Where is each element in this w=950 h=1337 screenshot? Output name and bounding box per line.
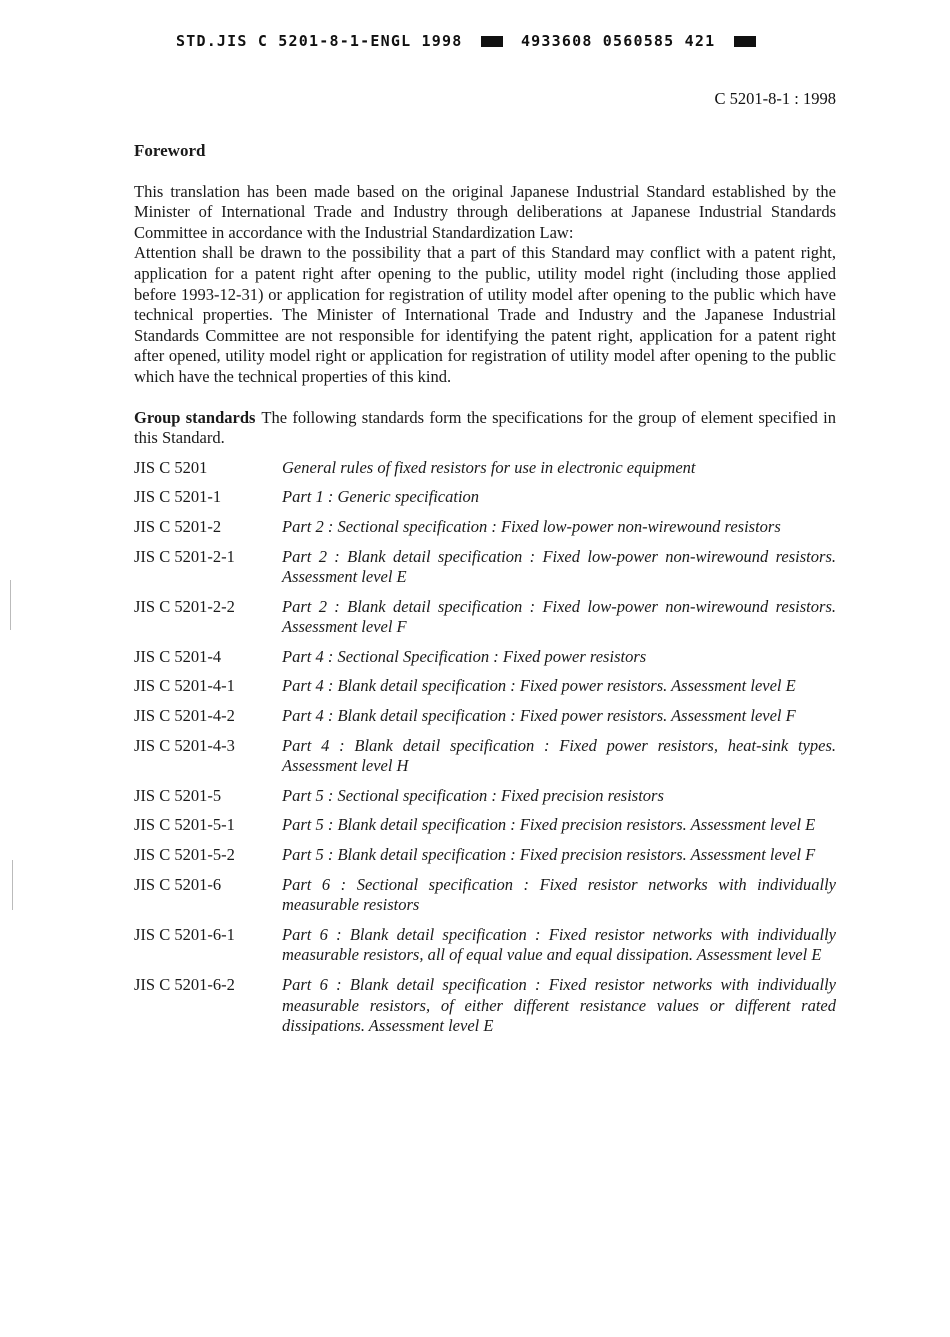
document-number: C 5201-8-1 : 1998 bbox=[714, 89, 836, 108]
standard-title: Part 2 : Sectional specification : Fixed low-power non-wirewound resistors bbox=[282, 516, 781, 536]
standard-row bbox=[134, 676, 836, 697]
standard-title: Part 4 : Blank detail specification : Fixed power resistors, heat-sink types. Assessment level H bbox=[282, 735, 836, 776]
standard-title: Part 6 : Blank detail specification : Fixed resistor networks with individually measurable resistors, all of equal value and equal dissipation. Assessment level E bbox=[282, 924, 836, 965]
standard-title: Part 2 : Blank detail specification : Fixed low-power non-wirewound resistors. Assessment level F bbox=[282, 596, 836, 637]
scan-header-line bbox=[176, 32, 764, 50]
standard-row bbox=[134, 845, 836, 866]
standard-row bbox=[134, 487, 836, 508]
standard-row bbox=[134, 925, 836, 966]
standard-code: JIS C 5201-6 bbox=[134, 874, 222, 894]
scan-bar-mark bbox=[481, 36, 503, 47]
standard-row bbox=[134, 517, 836, 538]
group-standards-text: The following standards form the specifications for the group of element specified in this Standard. bbox=[134, 407, 836, 448]
standard-code: JIS C 5201-5 bbox=[134, 785, 222, 805]
standard-code: JIS C 5201-4-2 bbox=[134, 706, 235, 726]
standards-list bbox=[134, 458, 836, 1037]
standard-code: JIS C 5201-4-1 bbox=[134, 676, 235, 696]
scan-header-right: 4933608 0560585 421 bbox=[520, 32, 716, 50]
scan-artifact bbox=[10, 580, 11, 630]
scan-bar-mark-end bbox=[734, 36, 756, 47]
standard-code: JIS C 5201-4 bbox=[134, 646, 222, 666]
standard-code: JIS C 5201-1 bbox=[134, 487, 222, 507]
foreword-paragraph-1: This translation has been made based on the original Japanese Industrial Standard established by the Minister of International Trade and Industry through deliberations at Japanese Industrial Standards Committee in accordance with the Industrial Standardization Law: bbox=[134, 181, 836, 242]
standard-title: Part 1 : Generic specification bbox=[282, 487, 480, 507]
document-body bbox=[134, 141, 836, 1046]
standard-code: JIS C 5201 bbox=[134, 457, 208, 477]
standard-row bbox=[134, 736, 836, 777]
scan-artifact bbox=[12, 860, 13, 910]
standard-title: Part 2 : Blank detail specification : Fixed low-power non-wirewound resistors. Assessment level E bbox=[282, 546, 836, 587]
standard-row bbox=[134, 975, 836, 1037]
standard-row bbox=[134, 875, 836, 916]
standard-title: Part 4 : Sectional Specification : Fixed power resistors bbox=[282, 646, 647, 666]
standard-row bbox=[134, 647, 836, 668]
standard-code: JIS C 5201-2 bbox=[134, 516, 222, 536]
scan-header-left: STD.JIS C 5201-8-1-ENGL 1998 bbox=[176, 32, 463, 50]
group-standards-label: Group standards bbox=[134, 407, 256, 427]
standard-title: General rules of fixed resistors for use in electronic equipment bbox=[282, 457, 696, 477]
standard-title: Part 5 : Blank detail specification : Fixed precision resistors. Assessment level E bbox=[282, 815, 816, 835]
standard-title: Part 6 : Blank detail specification : Fixed resistor networks with individually measurable resistors, of either different resistance values or different rated dissipations. Assessment level E bbox=[282, 975, 836, 1036]
foreword-heading: Foreword bbox=[134, 141, 206, 160]
standard-code: JIS C 5201-6-2 bbox=[134, 975, 235, 994]
standard-title: Part 4 : Blank detail specification : Fixed power resistors. Assessment level F bbox=[282, 706, 796, 726]
standard-code: JIS C 5201-2-2 bbox=[134, 596, 235, 616]
standard-row bbox=[134, 706, 836, 727]
standard-row bbox=[134, 786, 836, 807]
foreword-paragraph-2: Attention shall be drawn to the possibility that a part of this Standard may conflict with a patent right, application for a patent right after opening to the public, utility model right (including those applied before 1993-12-31) or application for registration of utility model after opening to the public which have technical properties. The Minister of International Trade and Industry and the Japanese Industrial Standards Committee are not responsible for identifying the patent right, application for a patent right after opened, utility model right or application for registration of utility model after opening to the public which have the technical properties of this kind. bbox=[134, 243, 836, 386]
standard-row bbox=[134, 547, 836, 588]
standard-row bbox=[134, 597, 836, 638]
standard-title: Part 5 : Sectional specification : Fixed precision resistors bbox=[282, 785, 664, 805]
standard-code: JIS C 5201-5-1 bbox=[134, 815, 235, 835]
standard-code: JIS C 5201-4-3 bbox=[134, 735, 235, 755]
standard-code: JIS C 5201-5-2 bbox=[134, 845, 235, 865]
standard-code: JIS C 5201-2-1 bbox=[134, 546, 235, 566]
standard-code: JIS C 5201-6-1 bbox=[134, 924, 235, 944]
standard-title: Part 6 : Sectional specification : Fixed resistor networks with individually measurable resistors bbox=[282, 874, 836, 915]
standard-title: Part 4 : Blank detail specification : Fixed power resistors. Assessment level E bbox=[282, 676, 796, 696]
standard-title: Part 5 : Blank detail specification : Fixed precision resistors. Assessment level F bbox=[282, 845, 816, 865]
standard-row bbox=[134, 815, 836, 836]
standard-row bbox=[134, 458, 836, 479]
group-standards-intro bbox=[134, 408, 836, 449]
